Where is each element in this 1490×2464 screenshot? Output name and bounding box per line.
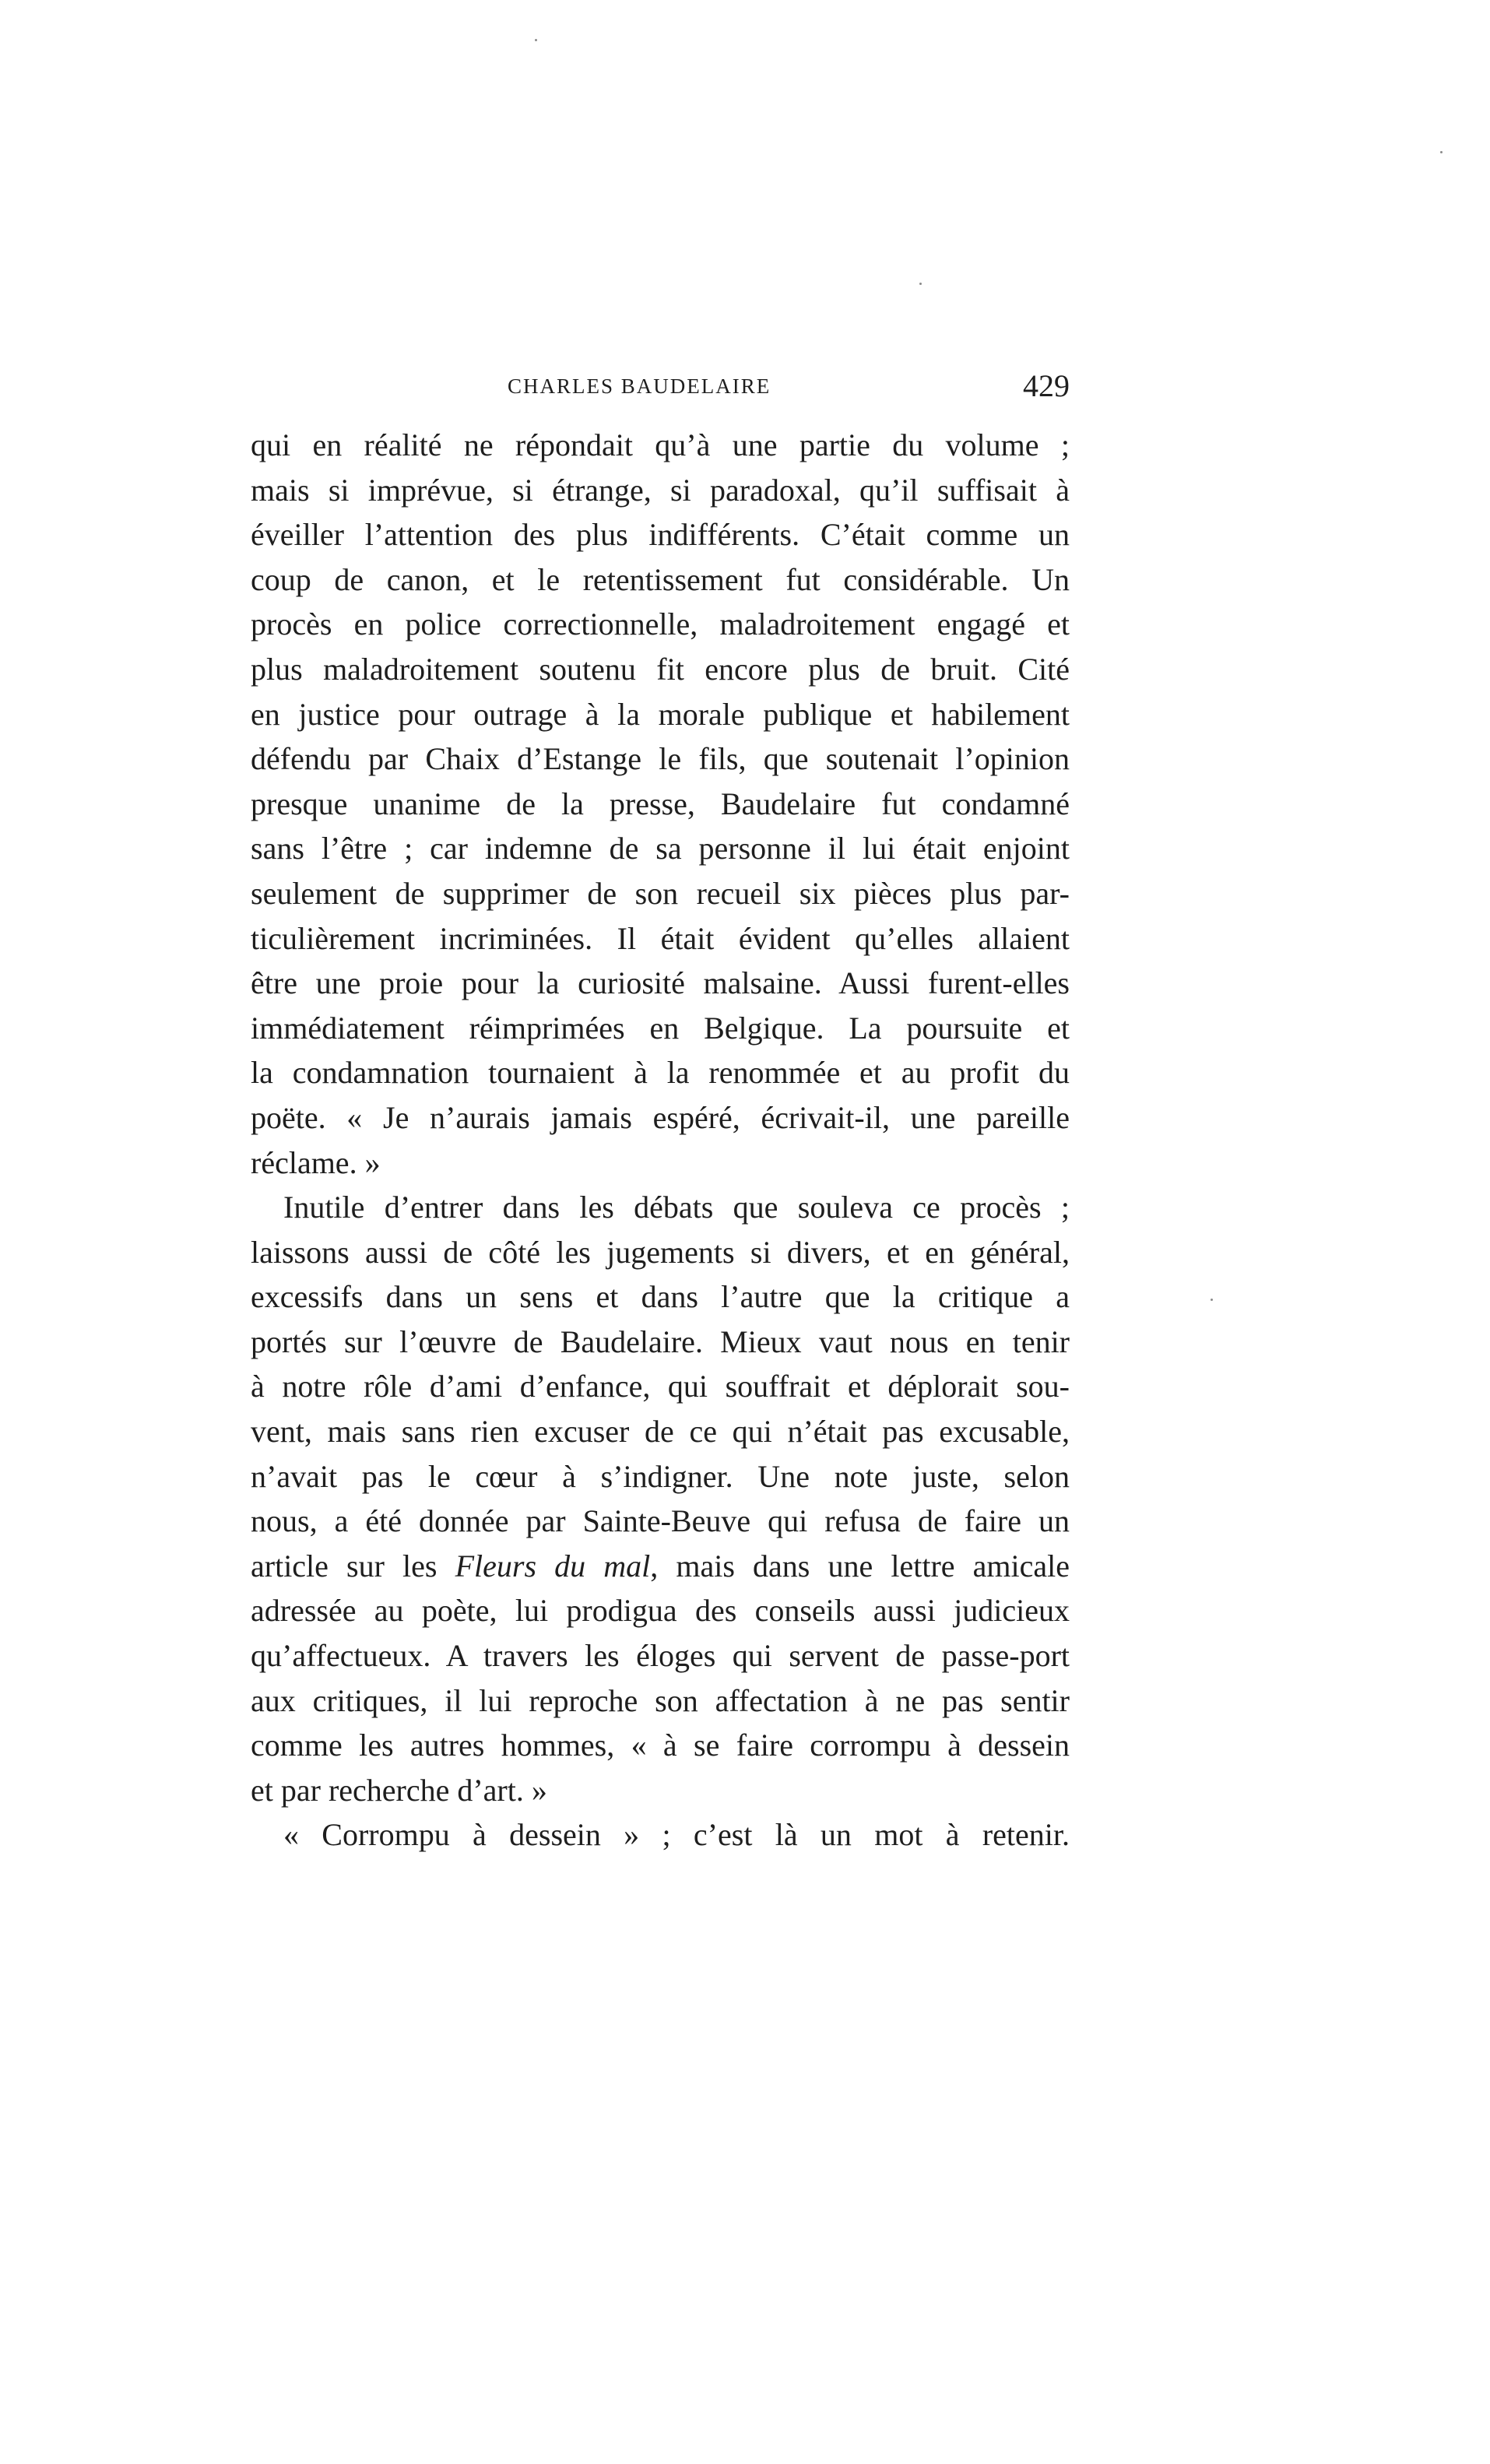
text-line: [251, 512, 1070, 557]
text-line: [251, 1006, 1070, 1051]
text-run: Inutile d’entrer dans les débats que souleva ce procès ;: [283, 1190, 1070, 1225]
text-run: immédiatement réimprimées en Belgique. La poursuite et: [251, 1010, 1070, 1046]
text-run: seulement de supprimer de son recueil six pièces plus par-: [251, 875, 1070, 911]
text-run: qui en réalité ne répondait qu’à une partie du volume ;: [251, 427, 1070, 462]
text-run: presque unanime de la presse, Baudelaire fut condamné: [251, 786, 1070, 821]
text-line: [251, 1768, 1070, 1813]
text-line: [251, 1095, 1070, 1141]
text-run: ticulièrement incriminées. Il était évident qu’elles allaient: [251, 920, 1070, 956]
ink-speck: [1440, 151, 1443, 153]
text-run: comme les autres hommes, « à se faire corrompu à dessein: [251, 1728, 1070, 1763]
ink-speck: [1211, 1299, 1213, 1301]
text-run: vent, mais sans rien excuser de ce qui n’était pas excusable,: [251, 1414, 1070, 1450]
text-line: [251, 1454, 1070, 1499]
ink-speck: [535, 39, 537, 41]
text-line: [251, 1364, 1070, 1409]
text-run: éveiller l’attention des plus indifférents. C’était comme un: [251, 517, 1070, 553]
text-line: [251, 557, 1070, 603]
text-run: et par recherche d’art. »: [251, 1772, 547, 1808]
text-run: réclame. »: [251, 1144, 381, 1180]
text-line: [251, 1499, 1070, 1544]
text-run: en justice pour outrage à la morale publique et habilement: [251, 696, 1070, 732]
text-run: mais si imprévue, si étrange, si paradoxal, qu’il suffisait à: [251, 472, 1070, 508]
text-line: [251, 602, 1070, 647]
text-line: [251, 1633, 1070, 1678]
italic-title: Fleurs du mal: [455, 1548, 651, 1583]
text-line: [251, 1274, 1070, 1320]
text-line: [251, 916, 1070, 961]
text-run: poëte. « Je n’aurais jamais espéré, écrivait-il, une pareille: [251, 1099, 1070, 1135]
text-run: portés sur l’œuvre de Baudelaire. Mieux vaut nous en tenir: [251, 1323, 1070, 1359]
text-line: [251, 1544, 1070, 1589]
text-line: [251, 1050, 1070, 1095]
text-run: coup de canon, et le retentissement fut considérable. Un: [251, 561, 1070, 597]
text-line: [251, 871, 1070, 916]
text-line: [251, 1230, 1070, 1275]
text-run: laissons aussi de côté les jugements si divers, et en général,: [251, 1234, 1070, 1270]
text-run: n’avait pas le cœur à s’indigner. Une note juste, selon: [251, 1458, 1070, 1494]
text-line: [251, 826, 1070, 871]
page-header: [251, 363, 1070, 409]
text-line: [251, 647, 1070, 692]
body-text: [251, 423, 1070, 1858]
text-line: [251, 1320, 1070, 1365]
text-run: article sur les: [251, 1548, 455, 1583]
text-line: [251, 736, 1070, 782]
text-line: [251, 1812, 1070, 1858]
text-run: nous, a été donnée par Sainte-Beuve qui refusa de faire un: [251, 1503, 1070, 1539]
text-run: à notre rôle d’ami d’enfance, qui souffrait et déplorait sou-: [251, 1369, 1070, 1404]
text-line: [251, 782, 1070, 827]
text-run: la condamnation tournaient à la renommée et au profit du: [251, 1055, 1070, 1091]
text-run: plus maladroitement soutenu fit encore plus de bruit. Cité: [251, 651, 1070, 687]
text-run: sans l’être ; car indemne de sa personne il lui était enjoint: [251, 831, 1070, 866]
text-run: procès en police correctionnelle, maladroitement engagé et: [251, 606, 1070, 642]
text-run: défendu par Chaix d’Estange le fils, que soutenait l’opinion: [251, 741, 1070, 777]
text-line: [251, 692, 1070, 737]
page-number: 429: [1023, 368, 1070, 403]
text-run: aux critiques, il lui reproche son affectation à ne pas sentir: [251, 1682, 1070, 1718]
ink-speck: [919, 283, 922, 285]
text-line: [251, 1723, 1070, 1768]
text-line: [251, 423, 1070, 468]
text-run: , mais dans une lettre amicale: [650, 1548, 1070, 1583]
text-run: « Corrompu à dessein » ; c’est là un mot à retenir.: [283, 1817, 1070, 1853]
text-line: [251, 1409, 1070, 1454]
running-title: CHARLES BAUDELAIRE: [508, 374, 771, 398]
text-run: être une proie pour la curiosité malsaine. Aussi furent-elles: [251, 965, 1070, 1001]
text-line: [251, 468, 1070, 513]
text-line: [251, 1588, 1070, 1633]
text-line: [251, 1678, 1070, 1724]
text-line: [251, 1185, 1070, 1230]
text-run: qu’affectueux. A travers les éloges qui servent de passe-port: [251, 1638, 1070, 1674]
text-line: [251, 961, 1070, 1006]
text-run: excessifs dans un sens et dans l’autre que la critique a: [251, 1279, 1070, 1315]
text-line: [251, 1141, 1070, 1186]
text-run: adressée au poète, lui prodigua des conseils aussi judicieux: [251, 1593, 1070, 1629]
